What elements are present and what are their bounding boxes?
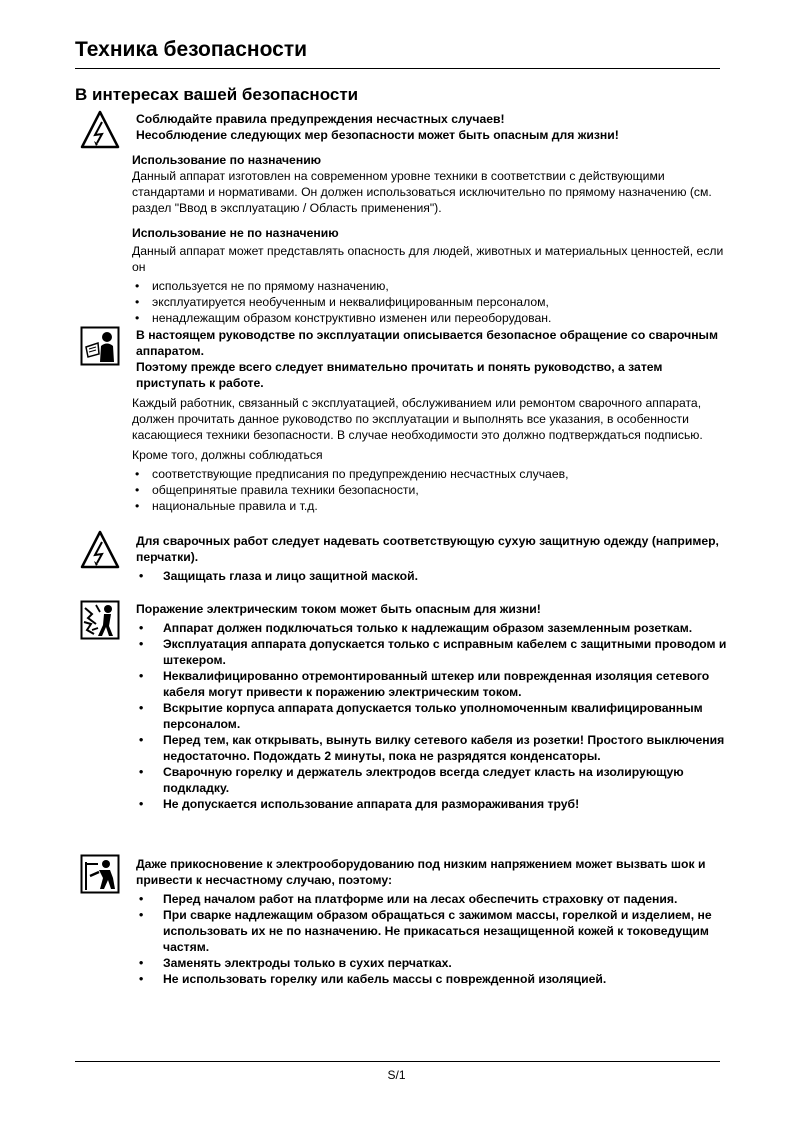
intended-use-section [132, 152, 728, 216]
list-item: • Защищать глаза и лицо защитной маской. [136, 568, 732, 584]
warning-line-2: Несоблюдение следующих мер безопасности может быть опасным для жизни! [136, 128, 619, 142]
manual-note-section [136, 327, 732, 391]
clothing-section [136, 533, 732, 584]
list-item: • Не допускается использование аппарата для размораживания труб! [136, 796, 732, 812]
warning-line-1: Соблюдайте правила предупреждения несчастных случаев! [136, 112, 505, 126]
list-item: • соответствующие предписания по предупреждению несчастных случаев, [132, 466, 728, 482]
page-number: S/1 [387, 1068, 406, 1082]
shock-section [136, 601, 732, 812]
manual-note-text: Каждый работник, связанный с эксплуатацией, обслуживанием или ремонтом сварочного аппарата, должен прочитать данное руководство по эксплуатации и выполнять все указания, в особенности касающиеся техники безопасности. В случае необходимости это должно подтверждаться подписью. [132, 396, 703, 442]
manual-note-bold-1: В настоящем руководстве по эксплуатации описывается безопасное обращение со сварочным аппаратом. [136, 328, 718, 358]
manual-note-body [132, 395, 728, 514]
list-item: • эксплуатируется необученным и неквалифицированным персоналом, [132, 294, 728, 310]
header-rule [75, 68, 720, 69]
list-item: • национальные правила и т.д. [132, 498, 728, 514]
low-voltage-heading: Даже прикосновение к электрооборудованию под низким напряжением может вызвать шок и привести к несчастному случаю, поэтому: [136, 857, 706, 887]
list-item: • Аппарат должен подключаться только к надлежащим образом заземленным розеткам. [136, 620, 732, 636]
list-item: • При сварке надлежащим образом обращаться с зажимом массы, горелкой и изделием, не использовать их не по назначению. Не прикасаться незащищенной кожей к токоведущим частям. [136, 907, 732, 955]
page-title: Техника безопасности [75, 38, 308, 61]
improper-use-section [132, 225, 728, 326]
electric-shock-icon [80, 600, 120, 640]
high-voltage-warning-icon [80, 110, 120, 150]
clothing-text: Для сварочных работ следует надевать соответствующую сухую защитную одежду (например, перчатки). [136, 534, 719, 564]
improper-use-heading: Использование не по назначению [132, 226, 339, 240]
intended-use-text: Данный аппарат изготовлен на современном уровне техники в соответствии с действующими стандартами и нормативами. Он должен использоваться исключительно по прямому назначению (см. раздел "Ввод в эксплуатацию / Область применения"). [132, 169, 712, 215]
list-item: • Перед началом работ на платформе или на лесах обеспечить страховку от падения. [136, 891, 732, 907]
list-item: • Перед тем, как открывать, вынуть вилку сетевого кабеля из розетки! Простого выключения недостаточно. Подождать 2 минуты, пока не разрядятся конденсаторы. [136, 732, 732, 764]
low-voltage-list [136, 891, 732, 987]
intended-use-heading: Использование по назначению [132, 153, 322, 167]
list-item: • Заменять электроды только в сухих перчатках. [136, 955, 732, 971]
falling-person-icon [80, 854, 120, 894]
clothing-list [136, 568, 732, 584]
shock-list [136, 620, 732, 812]
list-item: • общепринятые правила техники безопасности, [132, 482, 728, 498]
list-item: • Не использовать горелку или кабель массы с поврежденной изоляцией. [136, 971, 732, 987]
list-item: • Эксплуатация аппарата допускается только с исправным кабелем с защитными проводом и штекером. [136, 636, 732, 668]
section-title: В интересах вашей безопасности [75, 85, 359, 104]
manual-note-also: Кроме того, должны соблюдаться [132, 448, 323, 462]
footer-rule [75, 1061, 720, 1062]
improper-use-text: Данный аппарат может представлять опасность для людей, животных и материальных ценностей, если он [132, 244, 724, 274]
read-manual-icon [80, 326, 120, 366]
low-voltage-section [136, 856, 732, 987]
warning-general [136, 111, 732, 143]
regulations-list [132, 466, 728, 514]
shock-heading: Поражение электрическим током может быть опасным для жизни! [136, 602, 541, 616]
improper-use-list [132, 278, 728, 326]
manual-note-bold-2: Поэтому прежде всего следует внимательно прочитать и понять руководство, а затем приступать к работе. [136, 360, 663, 390]
list-item: • Неквалифицированно отремонтированный штекер или поврежденная изоляция сетевого кабеля могут привести к поражению электрическим током. [136, 668, 732, 700]
list-item: • ненадлежащим образом конструктивно изменен или переоборудован. [132, 310, 728, 326]
high-voltage-warning-icon [80, 530, 120, 570]
list-item: • используется не по прямому назначению, [132, 278, 728, 294]
list-item: • Вскрытие корпуса аппарата допускается только уполномоченным квалифицированным персоналом. [136, 700, 732, 732]
list-item: • Сварочную горелку и держатель электродов всегда следует класть на изолирующую подкладку. [136, 764, 732, 796]
